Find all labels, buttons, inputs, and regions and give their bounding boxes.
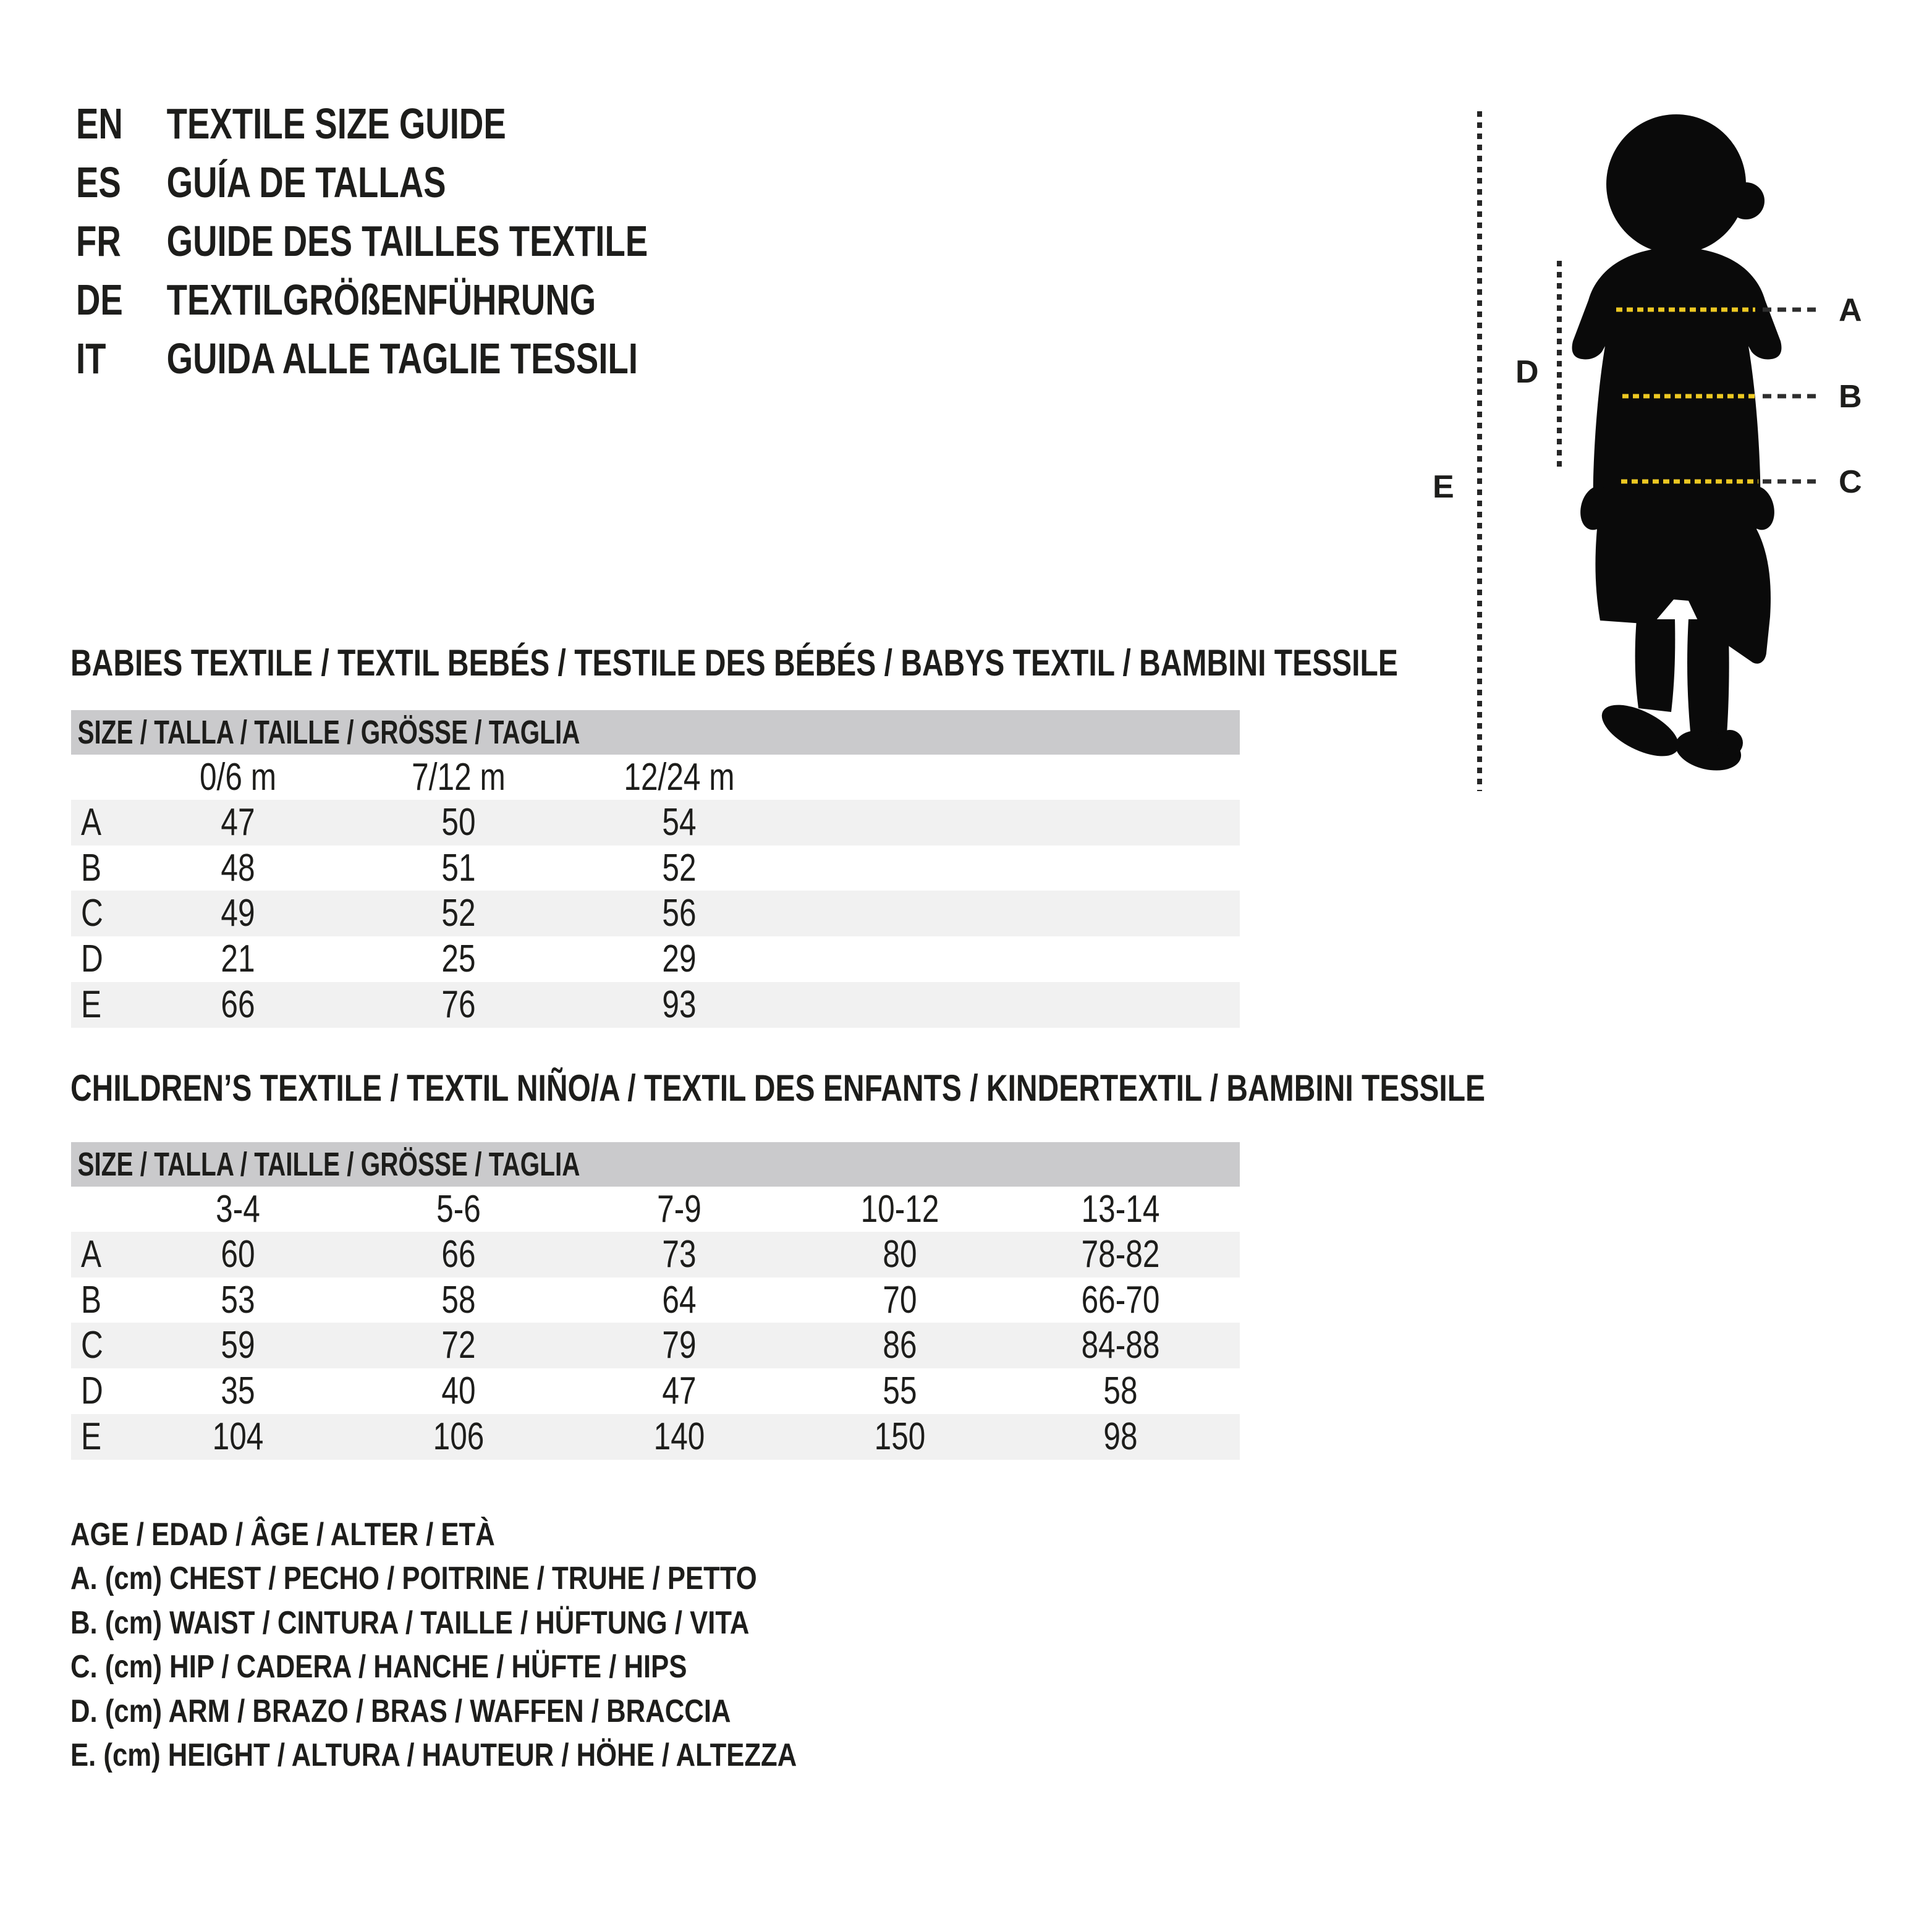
row-label: D: [81, 938, 103, 980]
legend-line-hip: C. (cm) HIP / CADERA / HANCHE / HÜFTE / HIPS: [70, 1649, 687, 1685]
figure-label-b: B: [1839, 379, 1862, 415]
table-cell: 51: [441, 847, 476, 889]
guide-title-it: GUIDA ALLE TAGLIE TESSILI: [166, 334, 638, 383]
row-label: E: [81, 1415, 102, 1458]
babies-section-title-text: BABIES TEXTILE / TEXTIL BEBÉS / TESTILE DES BÉBÉS / BABYS TEXTIL / BAMBINI TESSILE: [70, 642, 1398, 684]
table-cell: 80: [883, 1233, 917, 1276]
babies-size-header-bar: [71, 710, 1240, 755]
babies-size-header-label: SIZE / TALLA / TAILLE / GRÖSSE / TAGLIA: [77, 714, 580, 751]
lang-code-en: EN: [76, 99, 123, 148]
row-label: E: [81, 983, 102, 1026]
children-size-header-label: SIZE / TALLA / TAILLE / GRÖSSE / TAGLIA: [77, 1146, 580, 1183]
babies-size-table: [71, 710, 1240, 1028]
table-cell: 35: [221, 1370, 255, 1412]
table-cell: 48: [221, 847, 255, 889]
table-cell: 54: [662, 801, 697, 844]
babies-col-header: 0/6 m: [199, 756, 277, 799]
table-cell: 66: [221, 983, 255, 1026]
legend-line-waist: B. (cm) WAIST / CINTURA / TAILLE / HÜFTUNG / VITA: [70, 1604, 750, 1641]
children-section-title-text: CHILDREN’S TEXTILE / TEXTIL NIÑO/A / TEXTIL DES ENFANTS / KINDERTEXTIL / BAMBINI TESSILE: [70, 1067, 1486, 1109]
row-label: B: [81, 1279, 102, 1321]
table-cell: 25: [441, 938, 476, 980]
table-cell: 64: [662, 1279, 697, 1321]
header-row-de: [76, 270, 809, 329]
silhouette-head: [1606, 114, 1746, 254]
header-row-it: [76, 329, 809, 388]
table-cell: 53: [221, 1279, 255, 1321]
children-size-header-bar: [71, 1142, 1240, 1187]
header-row-fr: [76, 211, 809, 270]
row-label: D: [81, 1370, 103, 1412]
table-cell: 93: [662, 983, 697, 1026]
header-row-en: [76, 94, 809, 153]
table-cell: 29: [662, 938, 697, 980]
children-size-table: [71, 1142, 1240, 1460]
table-cell: 40: [441, 1370, 476, 1412]
table-cell: 84-88: [1081, 1324, 1160, 1366]
legend-line-arm: D. (cm) ARM / BRAZO / BRAS / WAFFEN / BRACCIA: [70, 1693, 731, 1729]
figure-label-d: D: [1515, 354, 1539, 390]
table-cell: 55: [883, 1370, 917, 1412]
children-col-header: 10-12: [860, 1188, 939, 1231]
guide-title-fr: GUIDE DES TAILLES TEXTILE: [166, 216, 648, 265]
table-cell: 47: [662, 1370, 697, 1412]
lang-code-fr: FR: [76, 216, 121, 265]
table-cell: 52: [662, 847, 697, 889]
row-label: A: [81, 1233, 102, 1276]
silhouette-right-heel: [1717, 730, 1743, 756]
legend-line-height: E. (cm) HEIGHT / ALTURA / HAUTEUR / HÖHE / ALTEZZA: [70, 1737, 797, 1774]
babies-col-header: 7/12 m: [412, 756, 506, 799]
lang-code-es: ES: [76, 158, 121, 206]
children-col-header: 3-4: [216, 1188, 260, 1231]
table-cell: 104: [212, 1415, 264, 1458]
row-label: C: [81, 1324, 103, 1366]
figure-label-a: A: [1839, 292, 1862, 328]
guide-title-es: GUÍA DE TALLAS: [166, 158, 446, 206]
measurement-legend: [70, 1512, 935, 1777]
table-cell: 47: [221, 801, 255, 844]
table-cell: 58: [1103, 1370, 1138, 1412]
table-cell: 52: [441, 892, 476, 934]
language-title-header: [76, 94, 809, 388]
table-cell: 56: [662, 892, 697, 934]
table-cell: 78-82: [1081, 1233, 1160, 1276]
row-label: B: [81, 847, 102, 889]
table-cell: 70: [883, 1279, 917, 1321]
table-cell: 21: [221, 938, 255, 980]
table-cell: 73: [662, 1233, 697, 1276]
lang-code-it: IT: [76, 334, 106, 383]
figure-label-c: C: [1839, 464, 1862, 500]
babies-section-title: [70, 643, 1730, 682]
table-cell: 49: [221, 892, 255, 934]
table-cell: 150: [874, 1415, 926, 1458]
table-cell: 66-70: [1081, 1279, 1160, 1321]
babies-col-header: 12/24 m: [624, 756, 735, 799]
guide-title-en: TEXTILE SIZE GUIDE: [166, 99, 506, 148]
children-section-title: [70, 1068, 1839, 1108]
children-col-header: 5-6: [436, 1188, 481, 1231]
table-cell: 106: [433, 1415, 485, 1458]
table-cell: 76: [441, 983, 476, 1026]
legend-line-age: AGE / EDAD / ÂGE / ALTER / ETÀ: [70, 1516, 495, 1553]
legend-line-chest: A. (cm) CHEST / PECHO / POITRINE / TRUHE / PETTO: [70, 1561, 757, 1597]
table-cell: 140: [653, 1415, 705, 1458]
table-cell: 59: [221, 1324, 255, 1366]
row-label: A: [81, 801, 102, 844]
table-cell: 86: [883, 1324, 917, 1366]
silhouette-ear: [1727, 182, 1765, 219]
table-cell: 60: [221, 1233, 255, 1276]
table-cell: 98: [1103, 1415, 1138, 1458]
table-cell: 50: [441, 801, 476, 844]
figure-label-e: E: [1433, 469, 1454, 505]
guide-title-de: TEXTILGRÖßENFÜHRUNG: [166, 275, 596, 324]
lang-code-de: DE: [76, 275, 123, 324]
header-row-es: [76, 153, 809, 211]
table-cell: 72: [441, 1324, 476, 1366]
children-col-header: 7-9: [657, 1188, 701, 1231]
child-measurement-figure: [1409, 93, 1932, 810]
children-col-header: 13-14: [1081, 1188, 1160, 1231]
table-cell: 79: [662, 1324, 697, 1366]
table-cell: 66: [441, 1233, 476, 1276]
row-label: C: [81, 892, 103, 934]
table-cell: 58: [441, 1279, 476, 1321]
